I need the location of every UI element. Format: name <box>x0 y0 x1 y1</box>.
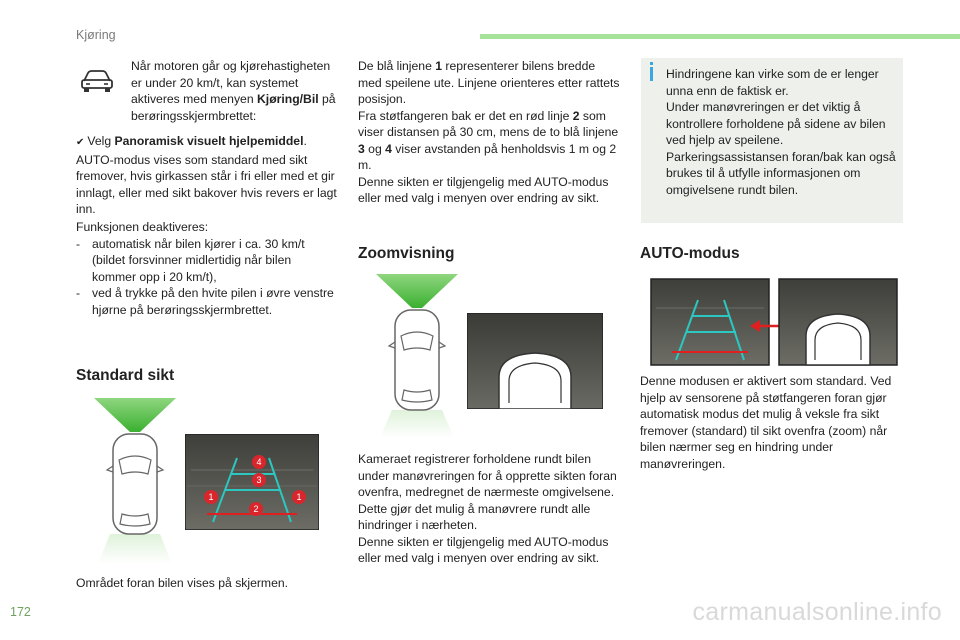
page-number: 172 <box>10 605 31 619</box>
svg-text:2: 2 <box>253 504 259 514</box>
checkmark-icon: ✔ <box>76 137 85 148</box>
svg-text:4: 4 <box>256 457 262 467</box>
select-paragraph: ✔ Velg Panoramisk visuelt hjelpemiddel. AUTO-modus vises som standard med sikt fremover, hvis girkassen står i fri eller med et gir innlagt, eller med sikt bakover hvis revers er lagt inn. <box>76 134 337 216</box>
list-item: - ved å trykke på den hvite pilen i øvre venstre hjørne på berøringsskjermbrettet. <box>76 286 334 317</box>
zoom-view-description: Kameraet registrerer forholdene rundt bilen under manøvreringen for å opprette sikten foran ovenfra, medregnet de nærmeste omgivelsene. Dette gjør det mulig å manøvrere rundt alle hindringer i nærheten. Denne sikten er tilgjengelig med AUTO-modus eller med valg i menyen over endring av sikt. <box>358 452 617 565</box>
car-outline-icon <box>80 68 114 94</box>
auto-mode-illustration <box>650 278 898 368</box>
deactivation-block <box>76 219 338 318</box>
deactivation-list <box>76 236 338 319</box>
svg-text:1: 1 <box>208 492 214 502</box>
note-text: Hindringene kan virke som de er lenger unna enn de faktisk er. Under manøvreringen er det viktig å kontrollere forholdene på sidene av bilen ved hjelp av speilene. Parkeringsassistansen foran/bak kan også brukes til å utfylle informasjonen om omgivelsene rundt bilen. <box>666 67 896 197</box>
zoom-view-heading: Zoomvisning <box>358 245 455 262</box>
blue-lines-description: De blå linjene 1 representerer bilens bredde med speilene ute. Linjene orienteres etter rattets posisjon. Fra støtfangeren bak er det en rød linje 2 som viser distansen på 30 cm, mens de to blå linjene 3 og 4 viser avstanden på henholdsvis 1 m og 2 m. Denne sikten er tilgjengelig med AUTO-modus eller med valg i menyen over endring av sikt. <box>358 59 620 205</box>
svg-text:1: 1 <box>296 492 302 502</box>
auto-mode-heading: AUTO-modus <box>640 245 740 262</box>
deactivation-title: Funksjonen deaktiveres: <box>76 220 209 234</box>
auto-camera-standard <box>651 279 769 365</box>
section-title: Kjøring <box>76 28 116 42</box>
list-item: - automatisk når bilen kjører i ca. 30 km/t (bildet forsvinner midlertidig når bilen kommer opp i 20 km/t), <box>76 236 305 284</box>
auto-camera-zoom <box>779 279 897 365</box>
svg-text:3: 3 <box>256 475 262 485</box>
car-topview-standard-illustration <box>90 396 180 566</box>
standard-view-caption: Området foran bilen vises på skjermen. <box>76 576 289 590</box>
standard-view-heading: Standard sikt <box>76 367 175 384</box>
intro-paragraph: Når motoren går og kjørehastigheten er under 20 km/t, kan systemet aktiveres med menyen Kjøring/Bil på berøringsskjermbrettet: <box>131 59 336 123</box>
watermark: carmanualsonline.info <box>692 598 942 626</box>
auto-mode-description: Denne modusen er aktivert som standard. Ved hjelp av sensorene på støtfangeren foran gjør automatisk modus det mulig å veksle fra sikt fremover (standard) til sikt ovenfra (zoom) når bilen nærmer seg en hindring under manøvreringen. <box>640 374 892 471</box>
camera-view-standard <box>185 434 319 530</box>
car-topview-zoom-illustration <box>372 272 462 440</box>
header-accent-bar <box>480 34 960 39</box>
info-icon-bar <box>650 67 653 81</box>
camera-view-zoom <box>467 313 603 409</box>
info-icon <box>650 62 653 65</box>
